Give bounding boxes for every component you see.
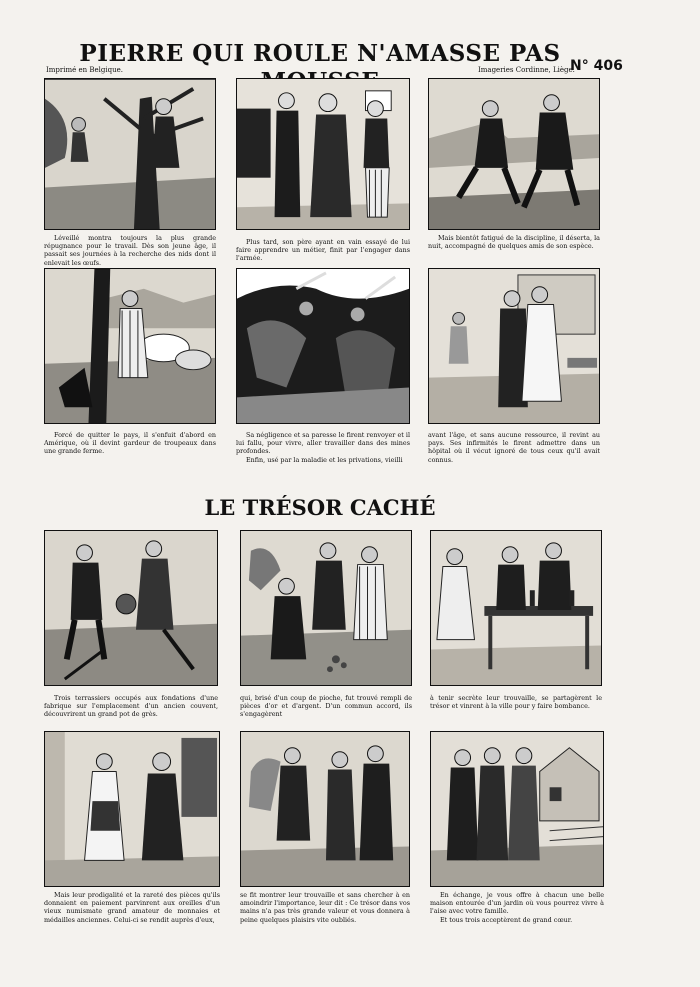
panel-boy-bird-nest [44,78,216,230]
imprint-country: Imprimé en Belgique. [46,66,123,74]
panel-new-houses [430,731,604,887]
panel-tavern-feast [430,530,602,686]
panel-broken-pot [240,530,412,686]
caption-pierre-5 [236,431,410,464]
caption-tresor-2: qui, brisé d'un coup de pioche, fut trouvé rempli de pièces d'or et d'argent. D'un commun accord, ils s'engagèrent [240,694,412,719]
panel-father-army [236,78,410,230]
panel-mine-work [236,268,410,424]
caption-pierre-1: Léveillé montra toujours la plus grande répugnance pour le travail. Dès son jeune âge, il passait ses journées à la recherche des nids dont il enlevait les œufs. [44,234,216,267]
caption-tresor-6 [430,891,604,924]
caption-tresor-5: se fit montrer leur trouvaille et sans chercher à en amoindrir l'importance, leur dit : Ce trésor dans vos mains n'a pas très grande valeur et vous donnera à peine quelques plaisirs vite oubliés. [240,891,410,924]
caption-pierre-3: Mais bientôt fatigué de la discipline, il déserta, la nuit, accompagné de quelques amis de son espèce. [428,234,600,251]
caption-pierre-6: avant l'âge, et sans aucune ressource, il revint au pays. Ses infirmités le firent admettre dans un hôpital où il vécut ignoré de tous ceux qu'il avait connus. [428,431,600,464]
panel-workers-find-pot [44,530,218,686]
panel-numismatist-hears [44,731,220,887]
caption-pierre-5b: Enfin, usé par la maladie et les privations, vieilli [246,455,403,464]
sheet-number: N° 406 [570,58,623,74]
panel-numismatist-offer [240,731,410,887]
panel-desertion [428,78,600,230]
caption-tresor-1: Trois terrassiers occupés aux fondations d'une fabrique sur l'emplacement d'un ancien couvent, découvrirent un grand pot de grès. [44,694,218,719]
caption-pierre-5a: Sa négligence et sa paresse le firent renvoyer et il lui fallu, pour vivre, aller travailler dans des mines profondes. [236,431,410,456]
story-title-tresor: LE TRÉSOR CACHÉ [204,495,436,520]
panel-hospital [428,268,600,424]
caption-pierre-2: Plus tard, son père ayant en vain essayé de lui faire apprendre un métier, finit par l'engager dans l'armée. [236,238,410,263]
caption-pierre-4: Forcé de quitter le pays, il s'enfuit d'abord en Amérique, où il devint gardeur de troupeaux dans une grande ferme. [44,431,216,456]
caption-tresor-3: à tenir secrète leur trouvaille, se partagèrent le trésor et vinrent à la ville pour y faire bombance. [430,694,602,711]
story-title-pierre: PIERRE QUI ROULE N'AMASSE PAS [79,40,561,67]
caption-tresor-6b: Et tous trois acceptèrent de grand cœur. [440,915,573,924]
imprint-publisher: Imageries Cordinne, Liège. [478,66,575,74]
caption-tresor-4: Mais leur prodigalité et la rareté des pièces qu'ils donnaient en paiement parvinrent aux oreilles d'un vieux numismate grand amateur de monnaies et médailles anciennes. Celui-ci se rendit auprès d'eux, [44,891,220,924]
caption-tresor-6a: En échange, je vous offre à chacun une belle maison entourée d'un jardin où vous pourrez vivre à l'aise avec votre famille. [430,891,604,916]
panel-cattle-herder [44,268,216,424]
